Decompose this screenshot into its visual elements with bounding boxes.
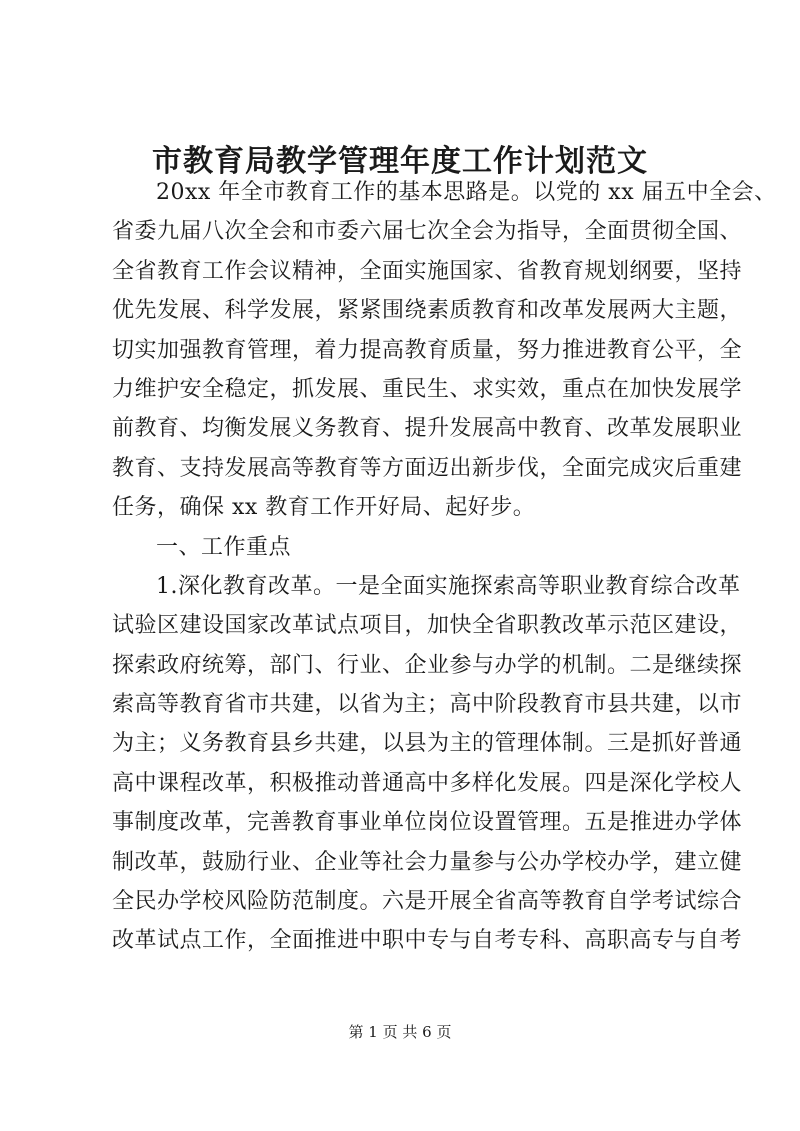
text-line: 索高等教育省市共建，以省为主；高中阶段教育市县共建，以市 xyxy=(112,692,743,718)
text-line: 1.深化教育改革。一是全面实施探索高等职业教育综合改革 xyxy=(156,573,741,599)
text-line: 优先发展、科学发展，紧紧围绕素质教育和改革发展两大主题， xyxy=(112,298,743,324)
text-line: 改革试点工作，全面推进中职中专与自考专科、高职高专与自考 xyxy=(112,928,743,954)
text-line: 省委九届八次全会和市委六届七次全会为指导，全面贯彻全国、 xyxy=(112,219,743,245)
text-line: 20xx 年全市教育工作的基本思路是。以党的 xx 届五中全会、 xyxy=(156,180,777,205)
text-line: 探索政府统筹，部门、行业、企业参与办学的机制。二是继续探 xyxy=(112,652,743,678)
document-title: 市教育局教学管理年度工作计划范文 xyxy=(152,144,648,179)
text-line: 事制度改革，完善教育事业单位岗位设置管理。五是推进办学体 xyxy=(112,810,743,836)
text-line: 切实加强教育管理，着力提高教育质量，努力推进教育公平，全 xyxy=(112,337,743,363)
page-footer: 第 1 页 共 6 页 xyxy=(348,1023,452,1041)
text-line: 全省教育工作会议精神，全面实施国家、省教育规划纲要，坚持 xyxy=(112,258,743,284)
text-line: 一、工作重点 xyxy=(156,534,292,560)
text-line: 前教育、均衡发展义务教育、提升发展高中教育、改革发展职业 xyxy=(112,416,743,442)
text-line: 高中课程改革，积极推动普通高中多样化发展。四是深化学校人 xyxy=(112,770,743,796)
text-line: 教育、支持发展高等教育等方面迈出新步伐，全面完成灾后重建 xyxy=(112,455,743,481)
text-line: 任务，确保 xx 教育工作开好局、起好步。 xyxy=(112,495,536,521)
text-line: 全民办学校风险防范制度。六是开展全省高等教育自学考试综合 xyxy=(112,889,743,915)
document-body xyxy=(112,173,777,961)
text-line: 力维护安全稳定，抓发展、重民生、求实效，重点在加快发展学 xyxy=(112,376,743,402)
text-line: 为主；义务教育县乡共建，以县为主的管理体制。三是抓好普通 xyxy=(112,731,743,757)
text-line: 制改革，鼓励行业、企业等社会力量参与公办学校办学，建立健 xyxy=(112,849,743,875)
text-line: 试验区建设国家改革试点项目，加快全省职教改革示范区建设， xyxy=(112,613,743,639)
